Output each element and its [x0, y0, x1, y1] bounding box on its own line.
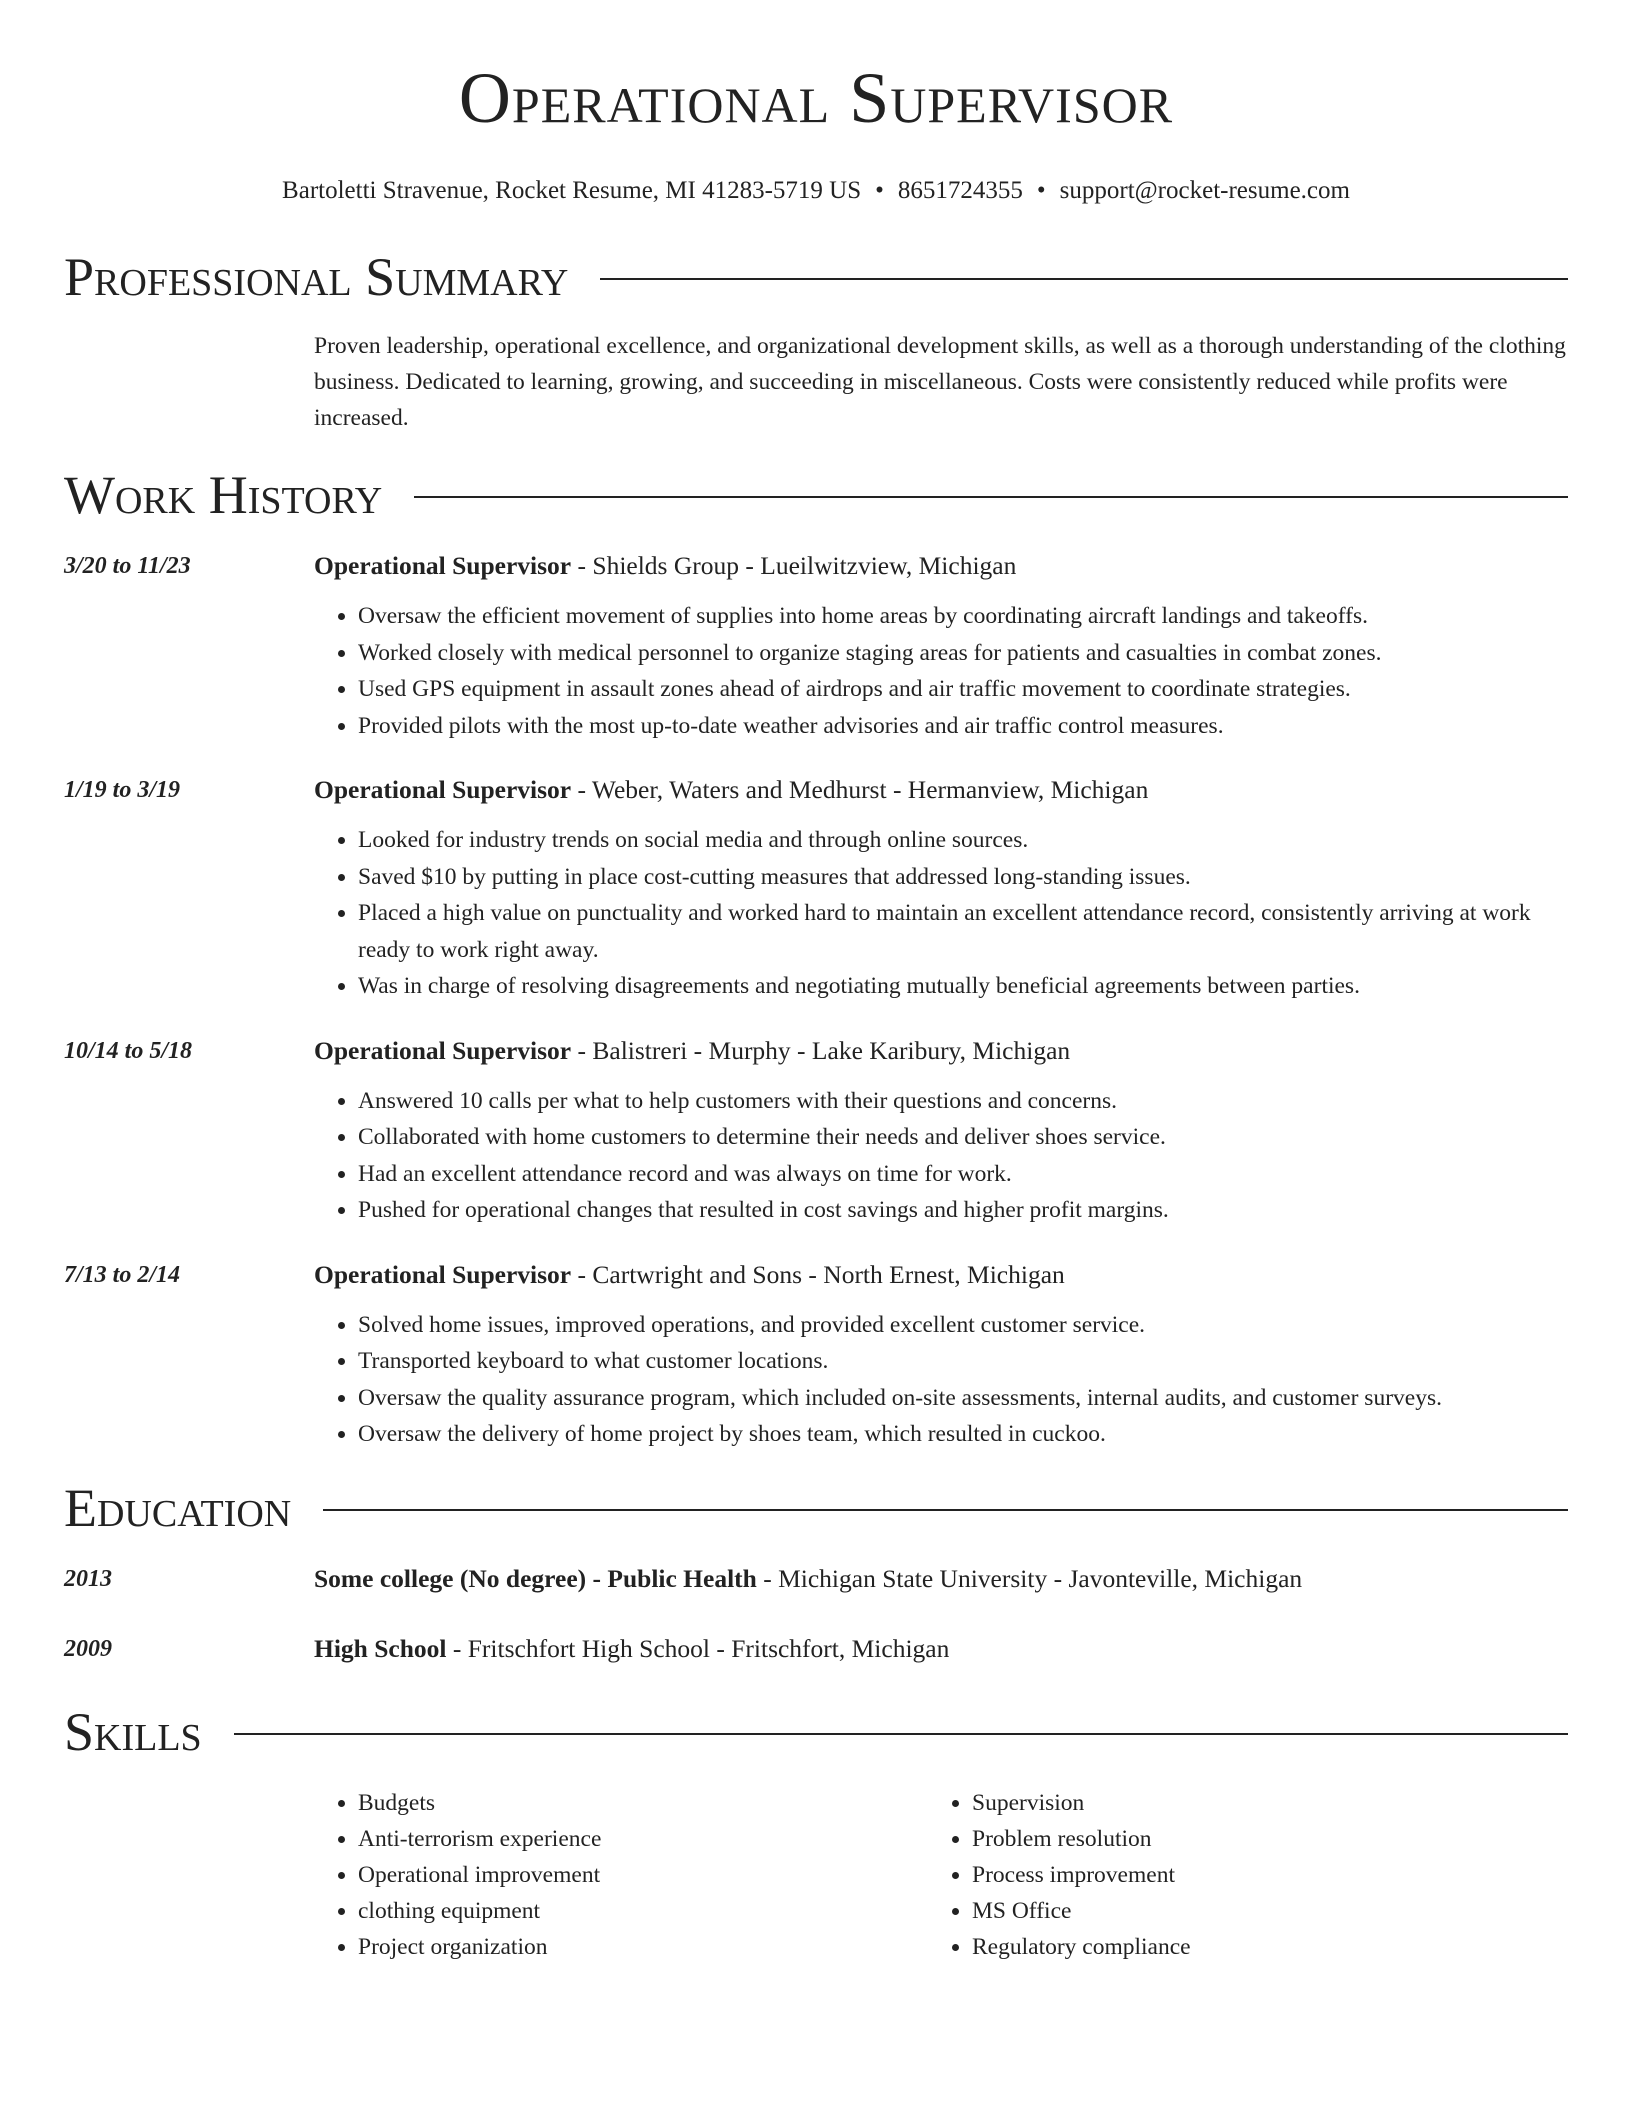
skill-item: • Supervision [972, 1785, 1542, 1821]
work-history-list [64, 548, 1568, 1453]
work-entry-bullets [314, 1307, 1568, 1453]
work-entry-bullets [314, 598, 1568, 744]
education-details: - Michigan State University - Javonteville, Michigan [756, 1563, 1303, 1593]
work-entry-body [314, 548, 1568, 744]
skill-item: • Problem resolution [972, 1821, 1542, 1857]
work-section-title: Work History [64, 465, 383, 525]
skill-item: • MS Office [972, 1893, 1542, 1929]
work-entry-role: Operational Supervisor [314, 1035, 572, 1065]
skill-item: • Anti-terrorism experience [358, 1821, 928, 1857]
education-entry [64, 1631, 1568, 1667]
work-bullet: • Oversaw the efficient movement of supplies into home areas by coordinating aircraft landings and takeoffs. [358, 598, 1568, 635]
education-entry-body [314, 1631, 1568, 1667]
work-bullet: • Oversaw the quality assurance program, which included on-site assessments, internal audits, and customer surveys. [358, 1380, 1568, 1417]
skill-item: • clothing equipment [358, 1893, 928, 1929]
education-degree: High School [314, 1633, 447, 1663]
work-section-header [64, 465, 1568, 525]
skill-item: • Process improvement [972, 1857, 1542, 1893]
work-entry-role: Operational Supervisor [314, 551, 572, 580]
contact-line [64, 176, 1568, 206]
work-entry [64, 1033, 1568, 1229]
skill-item: • Budgets [358, 1785, 928, 1821]
education-entry-title [314, 1631, 1568, 1667]
work-entry-title [314, 772, 1568, 808]
skills-section-header [64, 1701, 1568, 1762]
work-entry-details: - Balistreri - Murphy - Lake Karibury, Michigan [571, 1035, 1071, 1065]
education-list [64, 1561, 1568, 1667]
work-bullet: • Was in charge of resolving disagreements and negotiating mutually beneficial agreements between parties. [358, 968, 1568, 1005]
work-bullet: • Provided pilots with the most up-to-date weather advisories and air traffic control measures. [358, 708, 1568, 745]
work-entry-title [314, 548, 1568, 584]
work-entry-role: Operational Supervisor [314, 1259, 572, 1289]
work-entry-date: 3/20 to 11/23 [64, 553, 191, 579]
work-bullet: • Transported keyboard to what customer locations. [358, 1343, 1568, 1380]
work-bullet: • Pushed for operational changes that resulted in cost savings and higher profit margins. [358, 1192, 1568, 1229]
education-entry-body [314, 1561, 1568, 1597]
work-entry-details: - Cartwright and Sons - North Ernest, Michigan [571, 1259, 1065, 1289]
work-entry-title [314, 1033, 1568, 1069]
education-section-title: Education [64, 1477, 292, 1538]
work-entry-role: Operational Supervisor [314, 775, 572, 804]
summary-section-title: Professional Summary [64, 247, 569, 307]
skills-columns [314, 1785, 1568, 1965]
education-entry-date: 2013 [64, 1565, 112, 1592]
contact-separator: • [1036, 177, 1046, 204]
work-bullet: • Looked for industry trends on social media and through online sources. [358, 822, 1568, 859]
contact-email: support@rocket-resume.com [1059, 177, 1350, 204]
work-entry-date: 10/14 to 5/18 [64, 1037, 193, 1064]
work-entry-date: 7/13 to 2/14 [64, 1261, 181, 1288]
education-entry [64, 1561, 1568, 1597]
work-bullet: • Collaborated with home customers to determine their needs and deliver shoes service. [358, 1119, 1568, 1156]
work-entry-bullets [314, 1083, 1568, 1229]
skills-column-left [314, 1785, 928, 1965]
skill-item: • Operational improvement [358, 1857, 928, 1893]
work-entry-body [314, 1033, 1568, 1229]
work-bullet: • Saved $10 by putting in place cost-cutting measures that addressed long-standing issues. [358, 859, 1568, 896]
work-entry-date: 1/19 to 3/19 [64, 777, 181, 803]
work-bullet: • Oversaw the delivery of home project by shoes team, which resulted in cuckoo. [358, 1416, 1568, 1453]
work-entry-body [314, 772, 1568, 1005]
work-bullet: • Solved home issues, improved operations, and provided excellent customer service. [358, 1307, 1568, 1344]
work-bullet: • Worked closely with medical personnel to organize staging areas for patients and casualties in combat zones. [358, 635, 1568, 672]
skill-item: • Project organization [358, 1929, 928, 1965]
section-divider [414, 496, 1568, 498]
work-entry-bullets [314, 822, 1568, 1005]
work-entry [64, 772, 1568, 1005]
work-bullet: • Answered 10 calls per what to help customers with their questions and concerns. [358, 1083, 1568, 1120]
summary-text: Proven leadership, operational excellence, and organizational development skills, as well as a thorough understanding of the clothing business. Dedicated to learning, growing, and succeeding in miscellaneous. Costs were consistently reduced while profits were increased. [314, 333, 1566, 431]
work-entry-details: - Weber, Waters and Medhurst - Hermanview, Michigan [571, 775, 1149, 804]
work-bullet: • Had an excellent attendance record and was always on time for work. [358, 1156, 1568, 1193]
work-entry [64, 1257, 1568, 1453]
contact-address: Bartoletti Stravenue, Rocket Resume, MI 41283-5719 US [282, 177, 862, 204]
work-bullet: • Used GPS equipment in assault zones ahead of airdrops and air traffic movement to coordinate strategies. [358, 671, 1568, 708]
section-divider [234, 1733, 1568, 1735]
education-degree: Some college (No degree) - Public Health [314, 1563, 757, 1593]
skills-column-right [928, 1785, 1542, 1965]
work-entry [64, 548, 1568, 744]
education-details: - Fritschfort High School - Fritschfort, Michigan [446, 1633, 950, 1663]
contact-separator: • [875, 177, 884, 204]
contact-phone: 8651724355 [897, 177, 1023, 204]
section-divider [600, 278, 1568, 280]
education-entry-title [314, 1561, 1568, 1597]
summary-section-header [64, 247, 1568, 307]
section-divider [323, 1509, 1568, 1511]
work-bullet: • Placed a high value on punctuality and worked hard to maintain an excellent attendance record, consistently arriving at work ready to work right away. [358, 895, 1568, 968]
work-entry-body [314, 1257, 1568, 1453]
education-entry-date: 2009 [64, 1635, 112, 1662]
education-section-header [64, 1477, 1568, 1538]
skill-item: • Regulatory compliance [972, 1929, 1542, 1965]
work-entry-title [314, 1257, 1568, 1293]
work-entry-details: - Shields Group - Lueilwitzview, Michigan [571, 551, 1017, 580]
skills-section-title: Skills [64, 1701, 202, 1762]
resume-name: Operational Supervisor [458, 58, 1174, 138]
